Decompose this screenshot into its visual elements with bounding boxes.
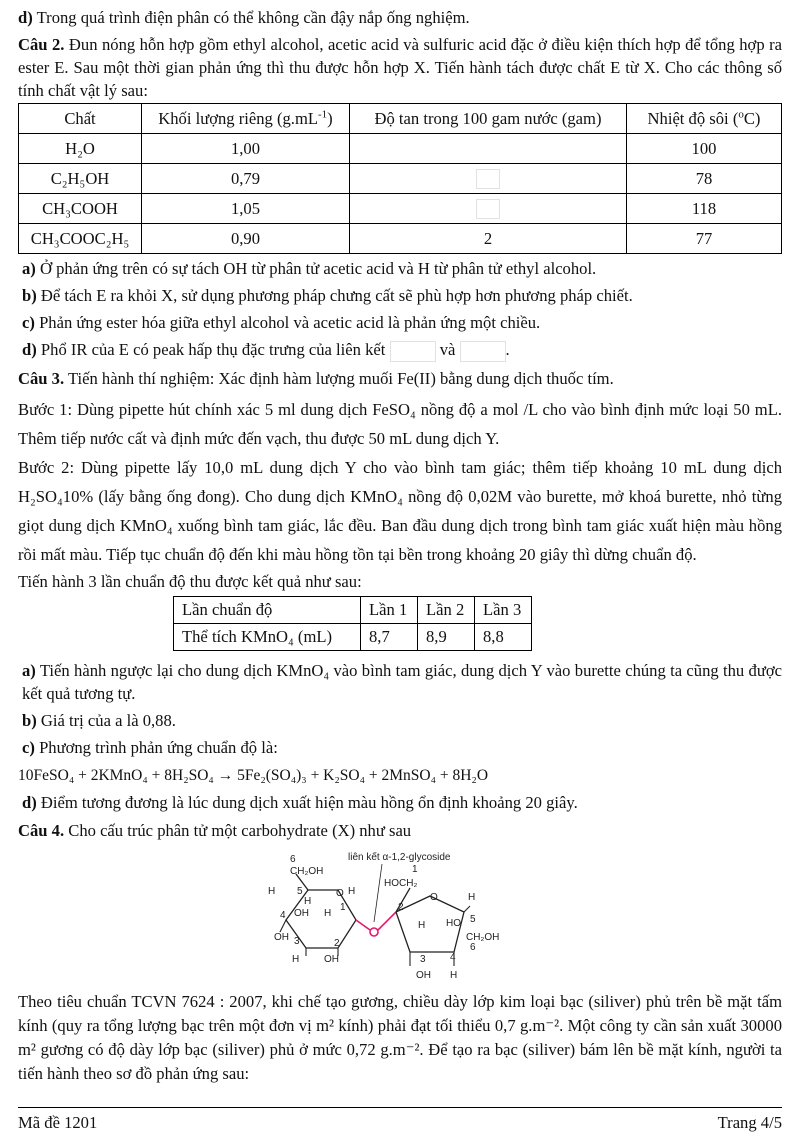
col-header-boiling-point: Nhiệt độ sôi ($^o$C) <box>627 104 782 134</box>
svg-text:6: 6 <box>470 941 476 953</box>
q2-property-table <box>18 103 782 254</box>
carbohydrate-structure-diagram <box>18 848 782 988</box>
blank-box <box>390 341 436 362</box>
solubility-placeholder-box <box>476 199 500 219</box>
svg-text:1: 1 <box>340 901 346 913</box>
q3-step1: Bước 1: Dùng pipette hút chính xác 5 ml dung dịch FeSO₄ nồng độ a mol /L cho vào bình định mức loại 50 mL. Thêm tiếp nước cất và định mức đến vạch, thu được 50 mL dung dịch Y. <box>18 399 782 448</box>
sucrose-structure-figure <box>18 848 782 988</box>
q3-titration-table: Lần chuẩn độ Lần 1 Lần 2 Lần 3 Thể tích KMnO₄ (mL) 8,7 8,9 8,8 <box>173 596 532 651</box>
svg-text:O: O <box>336 887 344 899</box>
svg-text:3: 3 <box>294 935 300 947</box>
q3-intro: Tiến hành 3 lần chuẩn độ thu được kết quả như sau: <box>18 571 362 591</box>
col-header-substance: Chất <box>19 104 142 134</box>
q3-item-c: c) Phương trình phản ứng chuẩn độ là: <box>22 737 278 757</box>
svg-text:H: H <box>418 919 426 931</box>
table-row: H₂O 1,00 100 <box>19 134 782 164</box>
q2-item-d: d) Phổ IR của E có peak hấp thụ đặc trưng của liên kết và . <box>18 338 782 362</box>
q3-step2: Bước 2: Dùng pipette lấy 10,0 mL dung dịch Y cho vào bình tam giác; thêm tiếp khoảng 10 mL dung dịch H₂SO₄10% (lấy bằng ống đong). Cho dung dịch KMnO₄ nồng độ 0,02M vào burette, mở khoá burette, nhỏ từng giọt dung dịch KMnO₄ xuống bình tam giác, lắc đều. Ban đầu dung dịch trong bình tam giác xuất hiện màu hồng rồi mất màu. Tiếp tục chuẩn độ đến khi màu hồng tồn tại bền trong khoảng 20 giây thì dừng chuẩn độ. <box>18 457 782 564</box>
svg-text:HOCH₂: HOCH₂ <box>384 877 418 889</box>
svg-text:4: 4 <box>450 951 456 963</box>
svg-text:1: 1 <box>412 863 418 875</box>
svg-text:CH₂OH: CH₂OH <box>290 865 324 877</box>
table-row: CH₃COOC₂H₅ 0,90 2 77 <box>19 224 782 254</box>
glycoside-bond-label: liên kết α-1,2-glycoside <box>348 851 451 863</box>
q3-stem: Câu 3. Tiến hành thí nghiệm: Xác định hàm lượng muối Fe(II) bằng dung dịch thuốc tím. <box>18 368 614 388</box>
q4-stem: Câu 4. Cho cấu trúc phân tử một carbohydrate (X) như sau <box>18 820 412 840</box>
page-number: Trang 4/5 <box>717 1113 782 1132</box>
svg-text:HO: HO <box>446 917 461 929</box>
table-row: CH₃COOH 1,05 118 <box>19 194 782 224</box>
svg-text:OH: OH <box>274 931 289 943</box>
svg-text:H: H <box>268 885 276 897</box>
svg-text:H: H <box>468 891 476 903</box>
fructose-substituent-bonds <box>410 906 470 966</box>
q2-item-b: b) Để tách E ra khỏi X, sử dụng phương pháp chưng cất sẽ phù hợp hơn phương pháp chiết. <box>22 286 633 305</box>
svg-text:OH: OH <box>324 953 339 965</box>
fructose-labels <box>384 864 499 981</box>
svg-text:H: H <box>450 969 458 981</box>
label-arrow <box>374 864 382 922</box>
svg-text:CH₂OH: CH₂OH <box>466 931 500 943</box>
svg-text:H: H <box>304 895 312 907</box>
svg-text:2: 2 <box>334 937 340 949</box>
titration-equation: 10FeSO₄ + 2KMnO₄ + 8H₂SO₄ → 5Fe₂(SO₄)₃ + K₂SO₄ + 2MnSO₄ + 8H₂O <box>18 766 489 784</box>
table-row: C₂H₅OH 0,79 78 <box>19 164 782 194</box>
q3-item-a: a) Tiến hành ngược lại cho dung dịch KMnO₄ vào bình tam giác, dung dịch Y vào burette chúng ta cũng thu được kết quả tương tự. <box>22 660 782 703</box>
svg-text:O: O <box>430 891 438 903</box>
svg-text:6: 6 <box>290 853 296 865</box>
exam-code: Mã đề 1201 <box>18 1113 98 1132</box>
q3-item-b: b) Giá trị của a là 0,88. <box>22 710 176 730</box>
svg-text:H: H <box>348 885 356 897</box>
q2-stem: Câu 2. Đun nóng hỗn hợp gồm ethyl alcohol, acetic acid và sulfuric acid đặc ở điều kiện thích hợp để tổng hợp ra ester E. Sau một thời gian phản ứng thì thu được hỗn hợp X. Tiến hành tách được chất E từ X. Cho các thông số tính chất vật lý sau: <box>18 35 782 100</box>
glycosidic-bond <box>356 912 396 936</box>
exam-page <box>18 6 782 1086</box>
svg-text:2: 2 <box>398 901 404 913</box>
page-footer <box>18 1107 782 1133</box>
svg-text:4: 4 <box>280 909 286 921</box>
q3-item-d: d) Điểm tương đương là lúc dung dịch xuất hiện màu hồng ổn định khoảng 20 giây. <box>22 792 578 812</box>
svg-text:5: 5 <box>297 885 303 897</box>
svg-text:H: H <box>292 953 300 965</box>
q2-item-a: a) Ở phản ứng trên có sự tách OH từ phân tử acetic acid và H từ phân tử ethyl alcohol. <box>22 259 597 278</box>
solubility-placeholder-box <box>476 169 500 189</box>
col-header-density: Khối lượng riêng $(g.mL^{-1})$ <box>142 104 350 134</box>
svg-text:OH: OH <box>294 907 309 919</box>
svg-text:H: H <box>324 907 332 919</box>
q4-paragraph: Theo tiêu chuẩn TCVN 7624 : 2007, khi chế tạo gương, chiều dày lớp kim loại bạc (siliver) phủ trên bề mặt tấm kính (quy ra tổng lượng bạc trên một đơn vị m² kính) phải đạt tối thiểu 0,7 g.m⁻². Một công ty cần sản xuất 30000 m² gương có độ dày lớp bạc (siliver) phủ ở mức 0,72 g.m⁻². Để tạo ra bạc (siliver) bám lên bề mặt kính, người ta tiến hành theo sơ đồ phản ứng sau: <box>18 991 782 1083</box>
blank-box <box>460 341 506 362</box>
svg-text:3: 3 <box>420 953 426 965</box>
col-header-solubility: Độ tan trong 100 gam nước (gam) <box>350 104 627 134</box>
svg-text:5: 5 <box>470 913 476 925</box>
q2-item-c: c) Phản ứng ester hóa giữa ethyl alcohol và acetic acid là phản ứng một chiều. <box>22 313 541 332</box>
q1-item-d: d) Trong quá trình điện phân có thể không cần đậy nắp ống nghiệm. <box>18 8 470 27</box>
svg-text:OH: OH <box>416 969 431 981</box>
